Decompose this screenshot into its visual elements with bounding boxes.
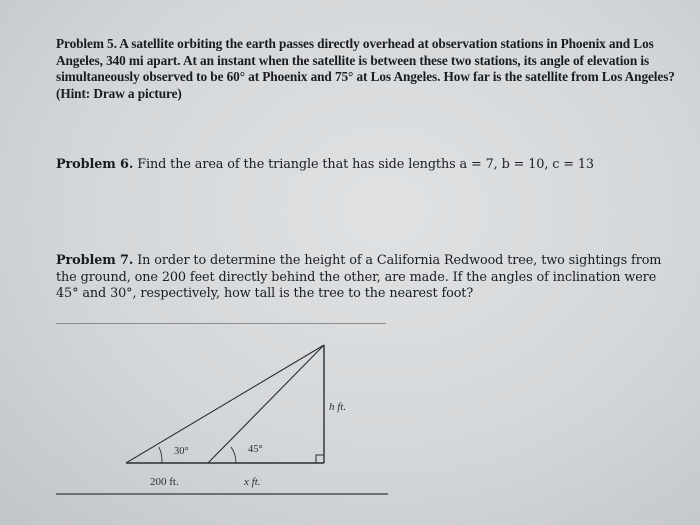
separator-rule-bottom: [56, 493, 388, 495]
problem-5-number: Problem 5.: [56, 36, 117, 51]
problem-7-text: In order to determine the height of a California Redwood tree, two sightings from the ground, one 200 feet directly behind the other, are made. If the angles of inclination were 45° and 30°, respectively, how tall is the tree to the nearest foot?: [56, 253, 662, 301]
angle-30-label: 30°: [174, 446, 189, 457]
angle-arc-30: [159, 447, 162, 463]
base-200-label: 200 ft.: [150, 476, 179, 488]
right-angle-marker: [316, 455, 324, 463]
problem-5-text: A satellite orbiting the earth passes directly overhead at observation stations in Phoenix and Los Angeles, 340 mi apart. At an instant when the satellite is between these two stations, its angle of elevation is simultaneously observed to be 60° at Phoenix and 75° at Los Angeles. How far is the satellite from Los Angeles? (Hint: Draw a picture): [56, 36, 675, 101]
height-label: h ft.: [329, 401, 347, 413]
angle-45-label: 45°: [248, 444, 263, 455]
base-x-label: x ft.: [244, 476, 261, 488]
angle-arc-45: [231, 447, 236, 463]
problem-7-number: Problem 7.: [56, 253, 134, 268]
problem-6-number: Problem 6.: [56, 157, 134, 172]
problem-6-text: Find the area of the triangle that has side lengths a = 7, b = 10, c = 13: [137, 157, 594, 172]
